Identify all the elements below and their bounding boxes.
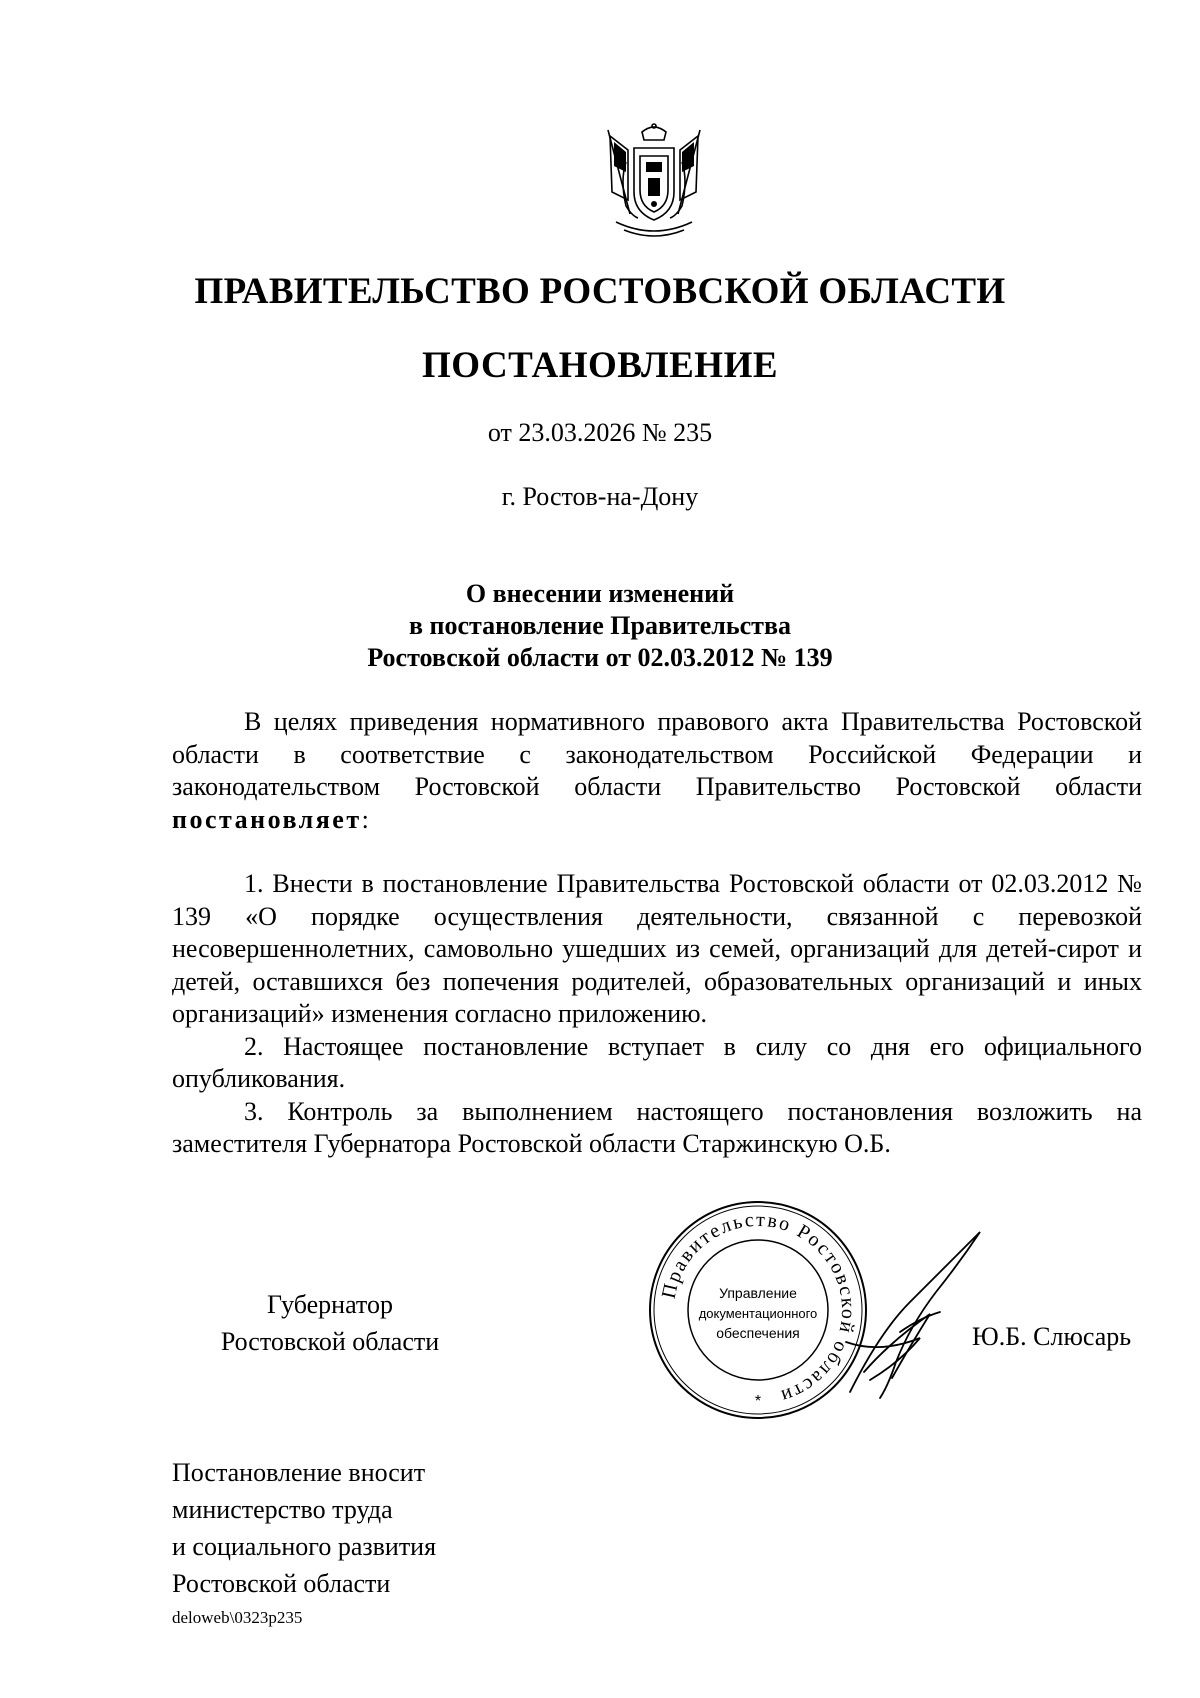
coat-of-arms-emblem	[598, 122, 710, 240]
seal-center-line: Управление	[719, 1285, 797, 1301]
list-item: 2. Настоящее постановление вступает в силу со дня его официального опубликования.	[172, 1031, 1142, 1093]
seal-center-line: обеспечения	[716, 1325, 800, 1341]
signer-name: Ю.Б. Слюсарь	[972, 1322, 1132, 1351]
document-date: 23.03.2026	[518, 418, 636, 447]
seal-ring-text: Правительство Ростовской области	[657, 1208, 860, 1408]
submitter-note	[172, 1454, 436, 1602]
handwritten-signature	[840, 1222, 990, 1412]
submitter-line: Постановление вносит	[172, 1458, 426, 1487]
preamble-paragraph	[172, 706, 1142, 836]
signer-title-line: Губернатор	[267, 1290, 393, 1319]
organization-title: ПРАВИТЕЛЬСТВО РОСТОВСКОЙ ОБЛАСТИ	[194, 271, 1006, 312]
document-number: 235	[673, 418, 713, 447]
date-prefix: от	[487, 418, 512, 447]
submitter-line: и социального развития	[172, 1532, 437, 1561]
decree-colon: :	[361, 804, 369, 834]
subject-line: в постановление Правительства	[408, 611, 791, 640]
submitter-line: министерство труда	[172, 1495, 393, 1524]
signer-title-line: Ростовской области	[220, 1327, 440, 1356]
number-sign: №	[641, 418, 667, 447]
document-date-number	[0, 418, 1200, 448]
decree-word: постановляет	[172, 804, 362, 834]
subject-line: Ростовской области от 02.03.2012 № 139	[367, 643, 833, 672]
seal-star: *	[754, 1393, 762, 1410]
preamble-text: В целях приведения нормативного правового акта Правительства Ростовской области в соответствие с законодательством Российской Федерации и законодательством Ростовской области Правительство Ростовской области	[172, 707, 1142, 801]
seal-center-line: документационного	[698, 1306, 818, 1321]
list-item: 1. Внести в постановление Правительства Ростовской области от 02.03.2012 № 139 «О порядке осуществления деятельности, связанной с перевозкой несовершеннолетних, самовольно ушедших из семей, организаций для детей-сирот и детей, оставшихся без попечения родителей, образовательных организаций и иных организаций» изменения согласно приложению.	[172, 869, 1142, 1028]
list-item: 3. Контроль за выполнением настоящего постановления возложить на заместителя Губернатора Ростовской области Старжинскую О.Б.	[172, 1096, 1142, 1158]
signer-title	[220, 1286, 440, 1360]
official-seal	[646, 1198, 870, 1422]
document-place: г. Ростов-на-Дону	[501, 482, 699, 511]
document-subject	[0, 578, 1200, 674]
document-reference-code: deloweb\0323p235	[172, 1608, 303, 1627]
document-body	[172, 706, 1142, 1161]
paragraph-gap	[172, 836, 1142, 868]
submitter-line: Ростовской области	[172, 1569, 391, 1598]
subject-line: О внесении изменений	[465, 579, 735, 608]
document-type: ПОСТАНОВЛЕНИЕ	[421, 345, 779, 386]
